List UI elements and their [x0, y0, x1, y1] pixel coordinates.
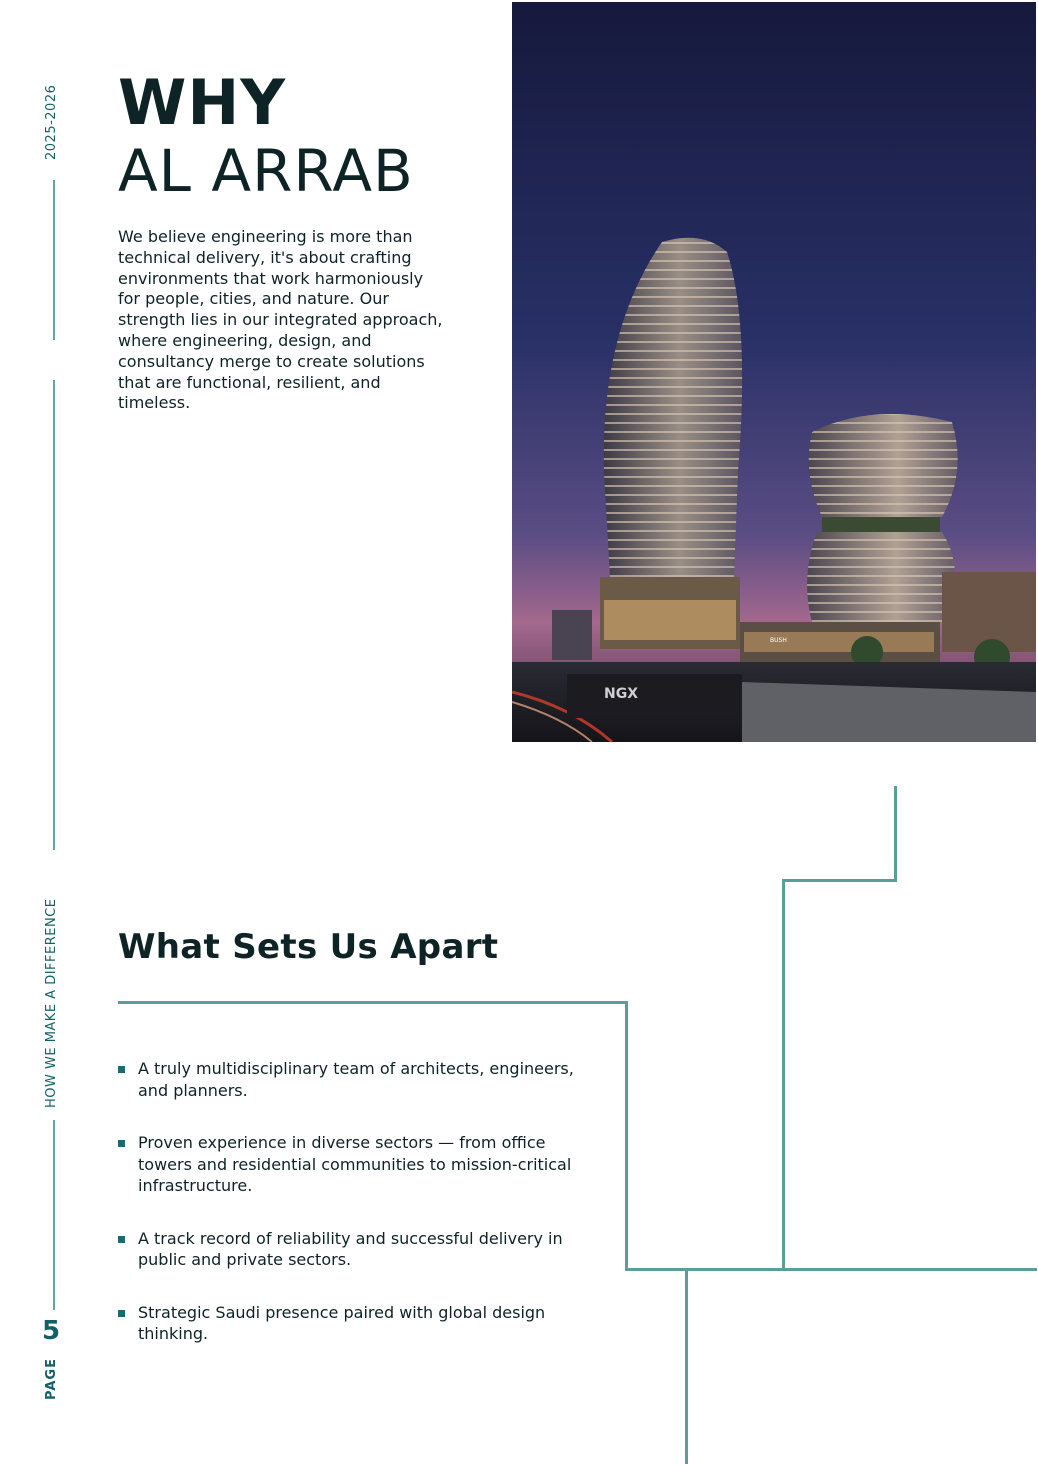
connector-line [118, 1001, 628, 1004]
list-item-text: Strategic Saudi presence paired with global design thinking. [138, 1302, 546, 1343]
rail-divider [53, 1120, 55, 1310]
connector-line [685, 1268, 688, 1464]
rail-divider [53, 380, 55, 850]
connector-line [782, 879, 897, 882]
rail-year: 2025-2026 [44, 84, 59, 160]
bullet-square-icon [118, 1140, 125, 1147]
bullet-square-icon [118, 1310, 125, 1317]
connector-line [625, 1001, 628, 1271]
rail-divider [53, 180, 55, 340]
intro-paragraph: We believe engineering is more than technical delivery, it's about crafting environments that work harmoniously for people, cities, and nature. Our strength lies in our integrated approach, where engineering, design, and consultancy merge to create solutions that are functional, resilient, and timeless. [118, 227, 443, 413]
tower-photo [512, 2, 1036, 742]
page-title-line-1: WHY [118, 66, 287, 139]
list-item-text: Proven experience in diverse sectors — from office towers and residential communities to mission-critical infrastructure. [138, 1133, 572, 1195]
section-heading: What Sets Us Apart [118, 927, 499, 967]
list-item [118, 1228, 578, 1271]
page-number: 5 [42, 1316, 61, 1346]
differentiator-list [118, 1058, 578, 1376]
bullet-square-icon [118, 1066, 125, 1073]
bullet-square-icon [118, 1236, 125, 1243]
page-title-line-2: AL ARRAB [118, 137, 414, 205]
list-item-text: A truly multidisciplinary team of architects, engineers, and planners. [138, 1059, 574, 1100]
storefront-sign: BUSH [770, 637, 787, 644]
list-item [118, 1302, 578, 1345]
list-item [118, 1132, 578, 1197]
connector-line [782, 879, 785, 1271]
list-item [118, 1058, 578, 1101]
list-item-text: A track record of reliability and successful delivery in public and private sectors. [138, 1228, 563, 1269]
billboard-text: NGX [604, 686, 639, 702]
connector-line [894, 786, 897, 882]
rail-section-label: HOW WE MAKE A DIFFERENCE [44, 898, 59, 1108]
page-label: PAGE [44, 1358, 59, 1400]
